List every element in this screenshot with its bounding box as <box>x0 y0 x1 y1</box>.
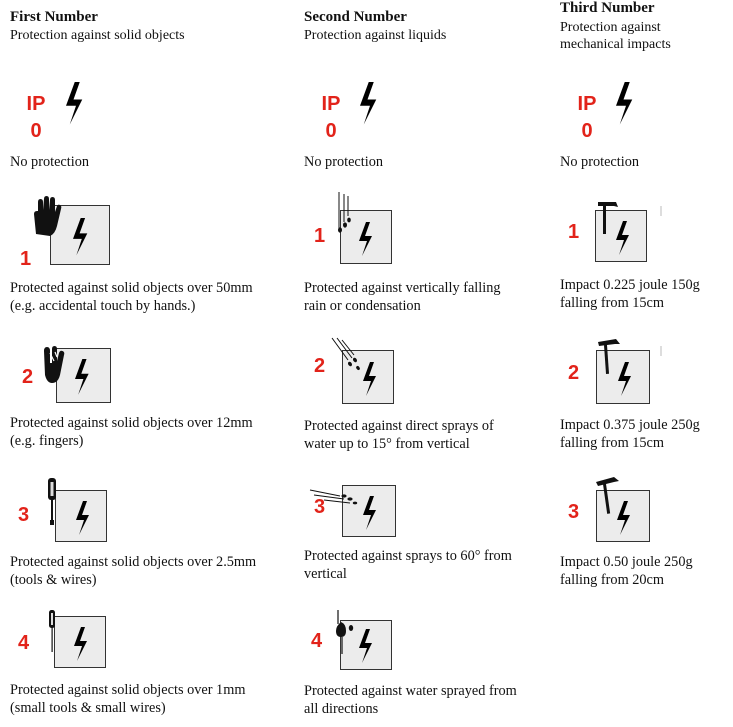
column-subtitle: Protection against solid objects <box>10 28 185 43</box>
level-description: Protected against vertically falling rain or condensation <box>304 280 501 314</box>
column-subtitle: Protection against mechanical impacts <box>560 20 671 52</box>
lightning-bolt-icon <box>76 501 94 535</box>
ip-label: IP <box>577 93 597 115</box>
level-description: Protected against solid objects over 1mm (small tools & small wires) <box>10 682 246 716</box>
level-description: Protected against sprays to 60° from vertical <box>304 548 512 582</box>
level-description: Protected against solid objects over 2.5mm (tools & wires) <box>10 554 257 588</box>
vertical-drops-icon <box>334 192 352 236</box>
level-description: Protected against direct sprays of water up to 15° from vertical <box>304 418 494 452</box>
lightning-bolt-icon <box>359 629 377 663</box>
level-description: Protected against solid objects over 50mm (e.g. accidental touch by hands.) <box>10 280 253 314</box>
lightning-bolt-icon <box>66 82 86 126</box>
enclosure-box <box>54 616 106 668</box>
fingers-icon <box>40 343 70 387</box>
level-description: Protected against solid objects over 12mm (e.g. fingers) <box>10 415 253 449</box>
level-number: 1 <box>314 225 326 247</box>
level-description: Impact 0.225 joule 150g falling from 15cm <box>560 277 700 311</box>
level-description: Impact 0.375 joule 250g falling from 15cm <box>560 417 700 451</box>
level-number: 2 <box>314 355 326 377</box>
level-number: 4 <box>311 630 323 652</box>
level-number: 4 <box>18 632 30 654</box>
lightning-bolt-icon <box>363 496 381 530</box>
screwdriver-icon <box>45 478 59 528</box>
level-description: No protection <box>10 154 90 170</box>
level-description: No protection <box>304 154 384 170</box>
splash-icon <box>332 610 358 656</box>
ip-label: IP <box>321 93 341 115</box>
hammer-icon <box>594 476 622 516</box>
level-number: 2 <box>22 366 34 388</box>
column-title: Third Number <box>560 0 655 16</box>
hammer-icon <box>596 338 622 376</box>
enclosure-box <box>55 490 107 542</box>
small-tool-icon <box>46 610 58 656</box>
lightning-bolt-icon <box>616 82 636 126</box>
level-number: 1 <box>20 248 32 270</box>
ip-label: IP <box>26 93 46 115</box>
hammer-icon <box>596 200 620 236</box>
angled-spray-icon <box>332 338 362 376</box>
level-description: No protection <box>560 154 640 170</box>
level-description: Protected against water sprayed from all directions <box>304 683 517 717</box>
lightning-bolt-icon <box>363 362 381 396</box>
level-number: 3 <box>18 504 30 526</box>
column-title: Second Number <box>304 9 407 25</box>
lightning-bolt-icon <box>360 82 380 126</box>
level-description: Impact 0.50 joule 250g falling from 20cm <box>560 554 693 588</box>
lightning-bolt-icon <box>359 222 377 256</box>
level-number: 1 <box>568 221 580 243</box>
column-subtitle: Protection against liquids <box>304 28 447 43</box>
level-number: 0 <box>325 120 337 142</box>
level-number: 3 <box>314 496 326 518</box>
level-number: 3 <box>568 501 580 523</box>
lightning-bolt-icon <box>73 218 91 256</box>
hand-icon <box>30 196 64 240</box>
level-number: 0 <box>30 120 42 142</box>
side-spray-icon <box>310 488 362 508</box>
divider-mark <box>660 346 662 356</box>
divider-mark <box>660 206 662 216</box>
column-title: First Number <box>10 9 98 25</box>
level-number: 0 <box>581 120 593 142</box>
level-number: 2 <box>568 362 580 384</box>
lightning-bolt-icon <box>75 359 93 397</box>
lightning-bolt-icon <box>74 627 92 661</box>
